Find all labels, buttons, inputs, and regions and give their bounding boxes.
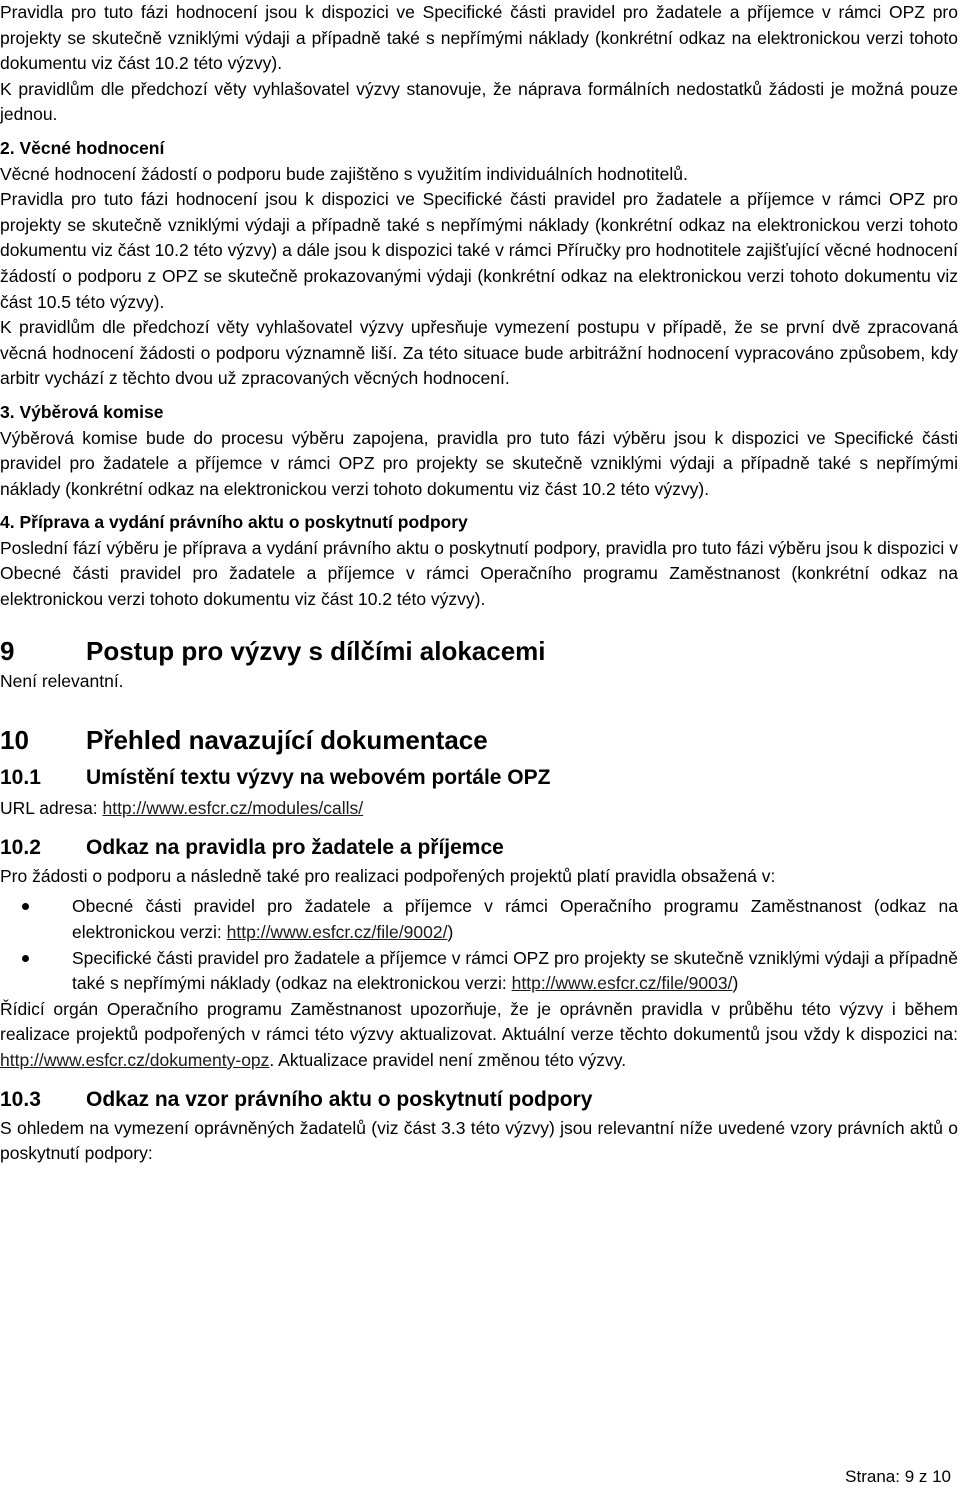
specific-rules-link[interactable]: http://www.esfcr.cz/file/9003/ xyxy=(511,973,733,994)
chapter-9-number: 9 xyxy=(0,635,15,666)
list-item-end: ) xyxy=(447,922,454,943)
paragraph-material-rules: Pravidla pro tuto fázi hodnocení jsou k dispozici ve Specifické části pravidel pro žadatele a příjemce v rámci OPZ pro projekty se skutečně vzniklými výdaji a případně také s nepřímými náklady (konkrétní odkaz na elektronickou verzi tohoto dokumentu viz část 10.2 této výzvy) a dále jsou k dispozici také v rámci Příručky pro hodnotitele zajišťující věcné hodnocení žádostí o podporu z OPZ se skutečně prokazovanými výdaji (konkrétní odkaz na elektronickou verzi tohoto dokumentu viz část 10.5 této výzvy). xyxy=(0,189,958,312)
paragraph-legal-act-templates: S ohledem na vymezení oprávněných žadatelů (viz část 3.3 této výzvy) jsou relevantní níže uvedené vzory právních aktů o poskytnutí podpory: xyxy=(0,1117,958,1164)
section-10-1-heading xyxy=(0,764,958,792)
section-10-2-number: 10.2 xyxy=(0,835,41,859)
paragraph-not-relevant: Není relevantní. xyxy=(0,670,124,691)
section-10-3-number: 10.3 xyxy=(0,1087,41,1111)
section-10-3-heading xyxy=(0,1086,958,1114)
list-item xyxy=(0,946,958,997)
chapter-10-heading xyxy=(0,724,958,756)
section-10-3-title: Odkaz na vzor právního aktu o poskytnutí podpory xyxy=(86,1087,593,1111)
list-item xyxy=(0,894,958,945)
paragraph-rules-intro: Pro žádosti o podporu a následně také pro realizaci podpořených projektů platí pravidla obsažená v: xyxy=(0,865,776,886)
paragraph-url xyxy=(0,796,958,822)
section-10-2-heading xyxy=(0,834,958,862)
rules-list xyxy=(0,894,958,996)
paragraph-legal-act: Poslední fází výběru je příprava a vydání právního aktu o poskytnutí podpory, pravidla pro tuto fázi výběru jsou k dispozici v Obecné části pravidel pro žadatele a příjemce v rámci Operačního programu Zaměstnanost (konkrétní odkaz na elektronickou verzi tohoto dokumentu viz část 10.2 této výzvy). xyxy=(0,537,958,610)
chapter-9-heading xyxy=(0,635,958,667)
rules-update-end: . Aktualizace pravidel není změnou této výzvy. xyxy=(269,1050,627,1070)
chapter-10-number: 10 xyxy=(0,725,29,756)
general-rules-link[interactable]: http://www.esfcr.cz/file/9002/ xyxy=(226,922,448,943)
documents-link[interactable]: http://www.esfcr.cz/dokumenty-opz xyxy=(0,1050,270,1070)
chapter-9-title: Postup pro výzvy s dílčími alokacemi xyxy=(86,635,546,666)
paragraph-arbitration: K pravidlům dle předchozí věty vyhlašovatel výzvy upřesňuje vymezení postupu v případě, že se první dvě zpracovaná věcná hodnocení žádosti o podporu významně liší. Za této situace bude arbitrážní hodnocení vypracováno způsobem, kdy arbitr vychází z těchto dvou už zpracovaných věcných hodnocení. xyxy=(0,317,958,389)
heading-legal-act: 4. Příprava a vydání právního aktu o poskytnutí podpory xyxy=(0,512,468,533)
heading-material-evaluation: 2. Věcné hodnocení xyxy=(0,137,165,158)
paragraph-rules-formal: Pravidla pro tuto fázi hodnocení jsou k dispozici ve Specifické části pravidel pro žadatele a příjemce v rámci OPZ pro projekty se skutečně vzniklými výdaji a případně také s nepřímými náklady (konkrétní odkaz na elektronickou verzi tohoto dokumentu viz část 10.2 této výzvy). xyxy=(0,2,958,74)
url-label: URL adresa: xyxy=(0,798,103,819)
list-item-text: Specifické části pravidel pro žadatele a příjemce v rámci OPZ pro projekty se skutečně vzniklými výdaji a případně také s nepřímými náklady (odkaz na elektronickou verzi: xyxy=(72,947,958,994)
paragraph-rules-update xyxy=(0,997,958,1074)
paragraph-selection-committee: Výběrová komise bude do procesu výběru zapojena, pravidla pro tuto fázi výběru jsou k dispozici ve Specifické části pravidel pro žadatele a příjemce v rámci OPZ pro projekty se skutečně vzniklými výdaji a případně také s nepřímými náklady (konkrétní odkaz na elektronickou verzi tohoto dokumentu viz část 10.2 této výzvy). xyxy=(0,427,958,499)
page-number: Strana: 9 z 10 xyxy=(845,1467,951,1486)
calls-link[interactable]: http://www.esfcr.cz/modules/calls/ xyxy=(102,798,364,819)
bullet-icon xyxy=(22,903,29,910)
rules-update-text: Řídicí orgán Operačního programu Zaměstnanost upozorňuje, že je oprávněn pravidla v průběhu této výzvy i během realizace projektů podpořených v rámci této výzvy aktualizovat. Aktuální verze těchto dokumentů jsou vždy k dispozici na: xyxy=(0,998,958,1045)
section-10-1-title: Umístění textu výzvy na webovém portále OPZ xyxy=(86,766,551,790)
bullet-icon xyxy=(22,955,29,962)
section-10-1-number: 10.1 xyxy=(0,766,41,790)
chapter-10-title: Přehled navazující dokumentace xyxy=(86,725,488,756)
paragraph-formal-remedy: K pravidlům dle předchozí věty vyhlašovatel výzvy stanovuje, že náprava formálních nedostatků žádosti je možná pouze jednou. xyxy=(0,78,958,125)
list-item-text: Obecné části pravidel pro žadatele a příjemce v rámci Operačního programu Zaměstnanost (odkaz na elektronickou verzi: xyxy=(72,896,958,943)
section-10-2-title: Odkaz na pravidla pro žadatele a příjemce xyxy=(86,835,504,859)
list-item-end: ) xyxy=(732,973,739,994)
heading-selection-committee: 3. Výběrová komise xyxy=(0,401,164,422)
paragraph-material-evaluators: Věcné hodnocení žádostí o podporu bude zajištěno s využitím individuálních hodnotitelů. xyxy=(0,163,688,184)
